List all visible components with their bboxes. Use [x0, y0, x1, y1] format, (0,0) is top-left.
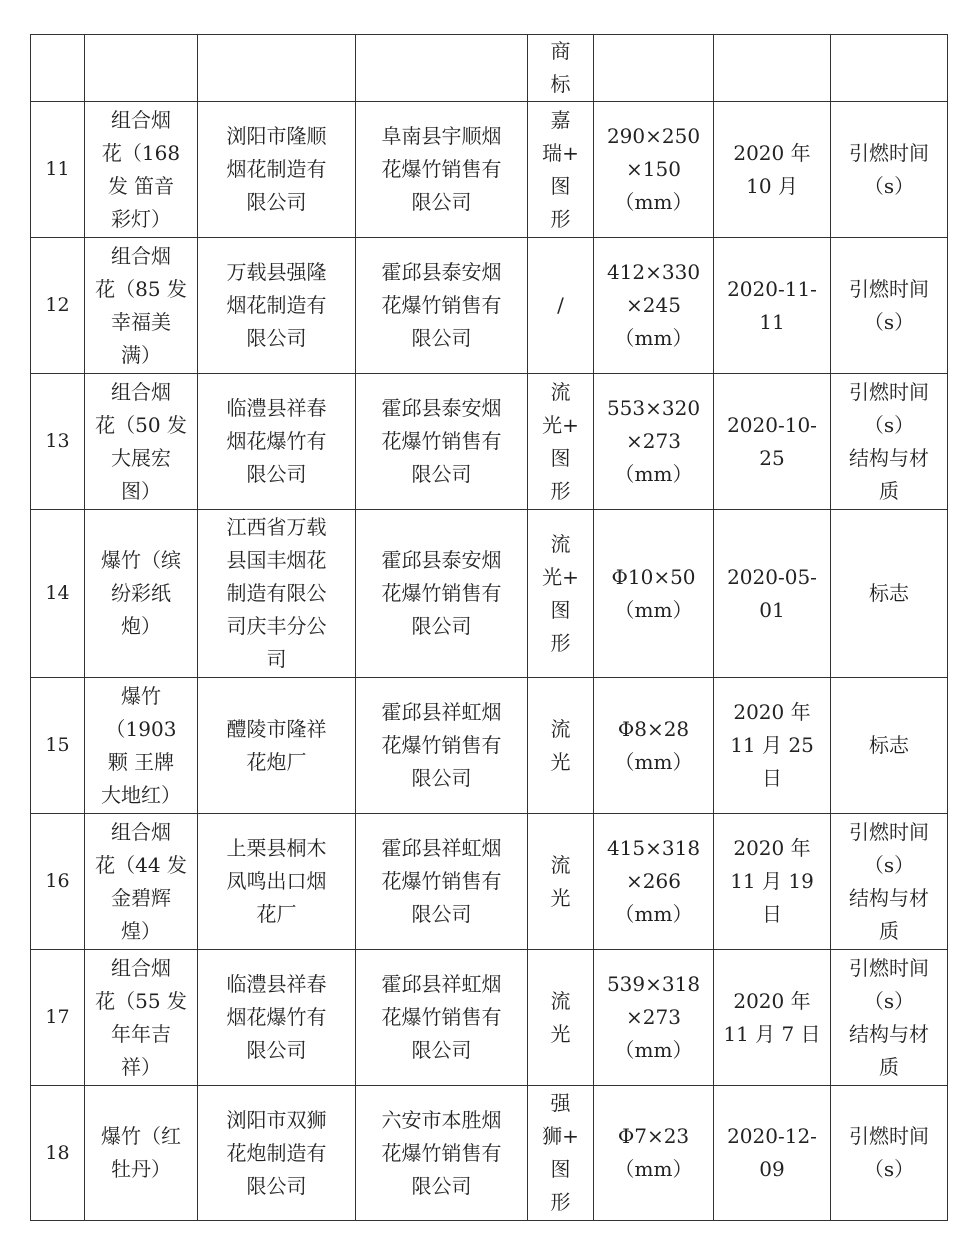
- cell-seller: 六安市本胜烟 花爆竹销售有 限公司: [356, 1086, 528, 1221]
- table-row: [31, 814, 948, 950]
- cell-maker: 临澧县祥春 烟花爆竹有 限公司: [198, 950, 356, 1086]
- cell-maker: 万载县强隆 烟花制造有 限公司: [198, 238, 356, 374]
- cell-maker: [198, 35, 356, 102]
- cell-date: 2020-11- 11: [714, 238, 831, 374]
- cell-seller: 霍邱县泰安烟 花爆竹销售有 限公司: [356, 510, 528, 678]
- cell-spec: 412×330 ×245 （mm）: [594, 238, 714, 374]
- cell-date: 2020 年 11 月 7 日: [714, 950, 831, 1086]
- cell-seller: 霍邱县泰安烟 花爆竹销售有 限公司: [356, 238, 528, 374]
- cell-maker: 醴陵市隆祥 花炮厂: [198, 678, 356, 814]
- cell-name: 组合烟 花（44 发 金碧辉 煌）: [85, 814, 198, 950]
- cell-items: 引燃时间 （s）: [831, 238, 948, 374]
- table-row: [31, 950, 948, 1086]
- cell-date: 2020 年 11 月 25 日: [714, 678, 831, 814]
- cell-name: 爆竹（缤 纷彩纸 炮）: [85, 510, 198, 678]
- cell-seller: 阜南县宇顺烟 花爆竹销售有 限公司: [356, 102, 528, 238]
- table-row: [31, 35, 948, 102]
- cell-no: 15: [31, 678, 85, 814]
- cell-seller: 霍邱县祥虹烟 花爆竹销售有 限公司: [356, 814, 528, 950]
- cell-date: 2020 年 10 月: [714, 102, 831, 238]
- cell-maker: 浏阳市隆顺 烟花制造有 限公司: [198, 102, 356, 238]
- cell-mark: 流 光: [528, 678, 594, 814]
- cell-name: 组合烟 花（85 发 幸福美 满）: [85, 238, 198, 374]
- cell-date: 2020 年 11 月 19 日: [714, 814, 831, 950]
- cell-date: 2020-05- 01: [714, 510, 831, 678]
- table-body: [31, 35, 948, 1221]
- cell-spec: Φ8×28 （mm）: [594, 678, 714, 814]
- cell-spec: [594, 35, 714, 102]
- cell-no: 14: [31, 510, 85, 678]
- cell-spec: 290×250 ×150 （mm）: [594, 102, 714, 238]
- cell-mark: /: [528, 238, 594, 374]
- cell-spec: Φ7×23 （mm）: [594, 1086, 714, 1221]
- cell-name: 组合烟 花（55 发 年年吉 祥）: [85, 950, 198, 1086]
- table-row: [31, 238, 948, 374]
- cell-seller: [356, 35, 528, 102]
- inspection-table: [30, 34, 948, 1221]
- cell-mark: 流 光+ 图 形: [528, 510, 594, 678]
- cell-mark: 嘉 瑞+ 图 形: [528, 102, 594, 238]
- cell-maker: 江西省万载 县国丰烟花 制造有限公 司庆丰分公 司: [198, 510, 356, 678]
- table-row: [31, 1086, 948, 1221]
- cell-spec: 553×320 ×273 （mm）: [594, 374, 714, 510]
- table-row: [31, 102, 948, 238]
- cell-date: 2020-12- 09: [714, 1086, 831, 1221]
- cell-name: 爆竹 （1903 颗 王牌 大地红）: [85, 678, 198, 814]
- cell-date: [714, 35, 831, 102]
- cell-items: 引燃时间 （s）: [831, 1086, 948, 1221]
- cell-name: 组合烟 花（50 发 大展宏 图）: [85, 374, 198, 510]
- cell-no: 11: [31, 102, 85, 238]
- cell-spec: 539×318 ×273 （mm）: [594, 950, 714, 1086]
- table-row: [31, 510, 948, 678]
- cell-no: 17: [31, 950, 85, 1086]
- cell-date: 2020-10- 25: [714, 374, 831, 510]
- cell-spec: 415×318 ×266 （mm）: [594, 814, 714, 950]
- cell-name: 爆竹（红 牡丹）: [85, 1086, 198, 1221]
- cell-seller: 霍邱县泰安烟 花爆竹销售有 限公司: [356, 374, 528, 510]
- cell-mark: 流 光: [528, 814, 594, 950]
- cell-no: 12: [31, 238, 85, 374]
- cell-items: 引燃时间 （s） 结构与材 质: [831, 814, 948, 950]
- cell-mark: 流 光+ 图 形: [528, 374, 594, 510]
- cell-no: 16: [31, 814, 85, 950]
- cell-name: 组合烟 花（168 发 笛音 彩灯）: [85, 102, 198, 238]
- cell-items: 引燃时间 （s）: [831, 102, 948, 238]
- cell-items: 引燃时间 （s） 结构与材 质: [831, 950, 948, 1086]
- table-row: [31, 374, 948, 510]
- table-row: [31, 678, 948, 814]
- cell-items: 标志: [831, 678, 948, 814]
- cell-no: [31, 35, 85, 102]
- cell-name: [85, 35, 198, 102]
- cell-no: 18: [31, 1086, 85, 1221]
- cell-items: [831, 35, 948, 102]
- cell-mark: 强 狮+ 图 形: [528, 1086, 594, 1221]
- cell-seller: 霍邱县祥虹烟 花爆竹销售有 限公司: [356, 678, 528, 814]
- cell-items: 引燃时间 （s） 结构与材 质: [831, 374, 948, 510]
- cell-mark: 流 光: [528, 950, 594, 1086]
- cell-maker: 浏阳市双狮 花炮制造有 限公司: [198, 1086, 356, 1221]
- cell-maker: 上栗县桐木 凤鸣出口烟 花厂: [198, 814, 356, 950]
- cell-items: 标志: [831, 510, 948, 678]
- cell-spec: Φ10×50 （mm）: [594, 510, 714, 678]
- cell-maker: 临澧县祥春 烟花爆竹有 限公司: [198, 374, 356, 510]
- cell-mark: 商 标: [528, 35, 594, 102]
- cell-seller: 霍邱县祥虹烟 花爆竹销售有 限公司: [356, 950, 528, 1086]
- cell-no: 13: [31, 374, 85, 510]
